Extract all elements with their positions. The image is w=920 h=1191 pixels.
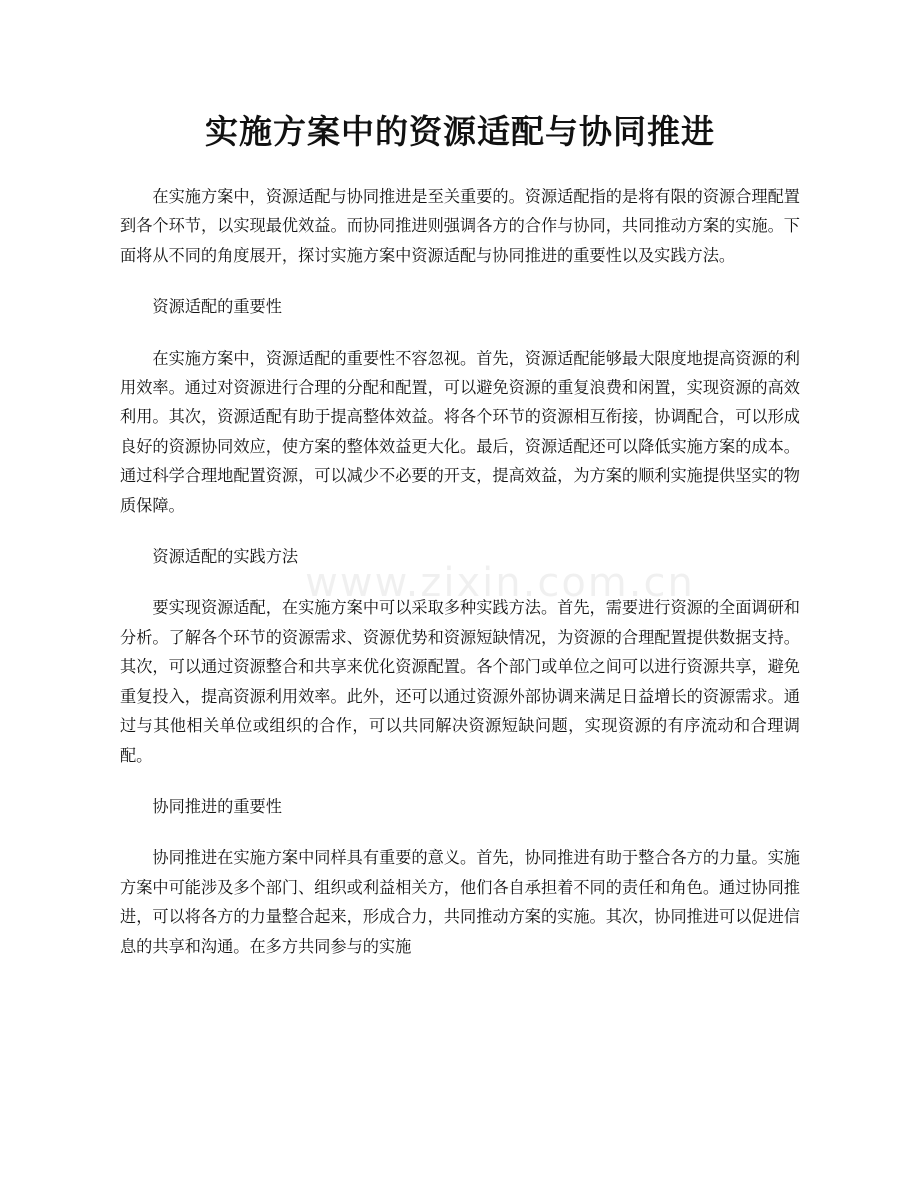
intro-paragraph: 在实施方案中，资源适配与协同推进是至关重要的。资源适配指的是将有限的资源合理配置到各个环节，以实现最优效益。而协同推进则强调各方的合作与协同，共同推动方案的实施。下面将从不同的角度展开，探讨实施方案中资源适配与协同推进的重要性以及实践方法。 [120,187,800,265]
document-title: 实施方案中的资源适配与协同推进 [205,112,715,151]
section-heading-resource-methods: 资源适配的实践方法 [152,547,299,567]
resource-importance-paragraph: 在实施方案中，资源适配的重要性不容忽视。首先，资源适配能够最大限度地提高资源的利用效率。通过对资源进行合理的分配和配置，可以避免资源的重复浪费和闲置，实现资源的高效利用。其次，资源适配有助于提高整体效益。将各个环节的资源相互衔接，协调配合，可以形成良好的资源协同效应，使方案的整体效益更大化。最后，资源适配还可以降低实施方案的成本。通过科学合理地配置资源，可以减少不必要的开支，提高效益，为方案的顺利实施提供坚实的物质保障。 [120,348,800,515]
section-heading-resource-importance: 资源适配的重要性 [152,297,282,317]
resource-methods-paragraph: 要实现资源适配，在实施方案中可以采取多种实践方法。首先，需要进行资源的全面调研和分析。了解各个环节的资源需求、资源优势和资源短缺情况，为资源的合理配置提供数据支持。其次，可以通过资源整合和共享来优化资源配置。各个部门或单位之间可以进行资源共享，避免重复投入，提高资源利用效率。此外，还可以通过资源外部协调来满足日益增长的资源需求。通过与其他相关单位或组织的合作，可以共同解决资源短缺问题，实现资源的有序流动和合理调配。 [120,598,800,765]
document-body [120,182,800,983]
collaboration-importance-paragraph: 协同推进在实施方案中同样具有重要的意义。首先，协同推进有助于整合各方的力量。实施方案中可能涉及多个部门、组织或利益相关方，他们各自承担着不同的责任和角色。通过协同推进，可以将各方的力量整合起来，形成合力，共同推动方案的实施。其次，协同推进可以促进信息的共享和沟通。在多方共同参与的实施 [120,848,800,956]
section-heading-collaboration-importance: 协同推进的重要性 [152,796,282,816]
watermark: www.zixin.com.cn [305,560,695,606]
